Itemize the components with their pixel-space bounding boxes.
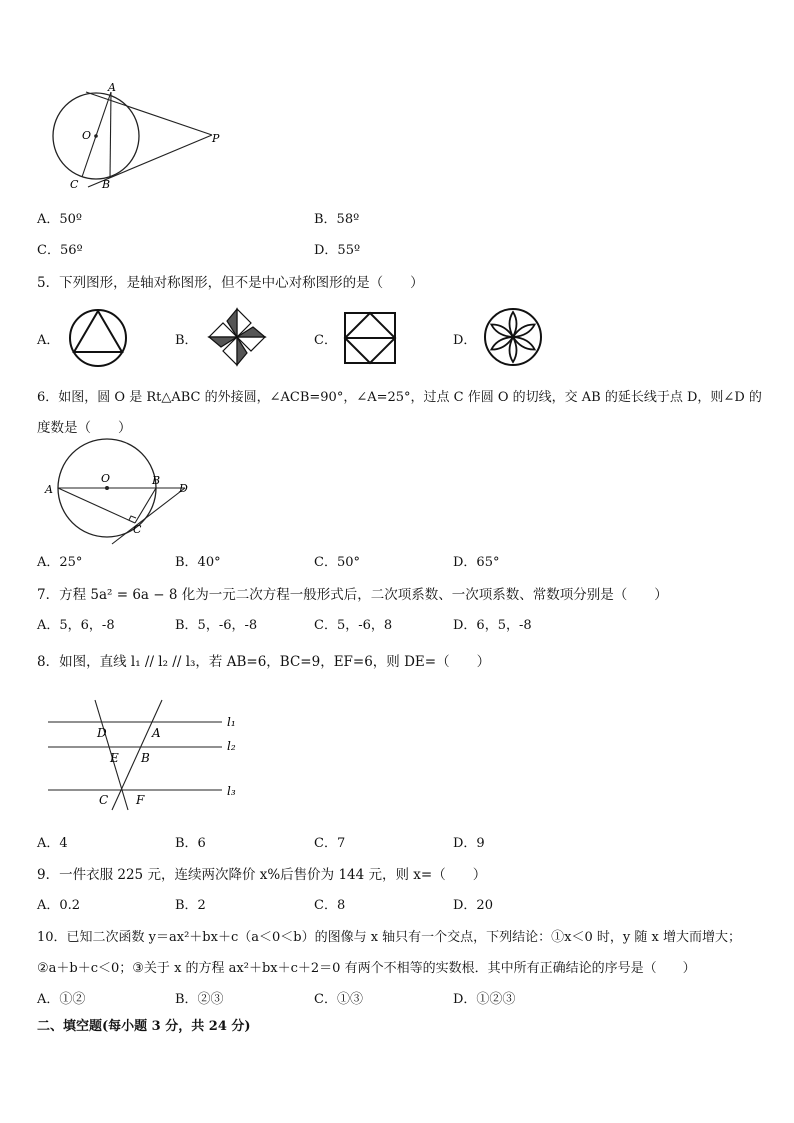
q8-stem: 8．如图，直线 l₁ // l₂ // l₃，若 AB=6，BC=9，EF=6，则 DE=（ ） <box>37 654 491 670</box>
q5-label-d: D． <box>453 333 477 348</box>
q7-option-b: B．5，-6，-8 <box>175 618 258 633</box>
q6-figure <box>40 438 200 548</box>
q8-label-F: F <box>136 793 145 807</box>
q6-label-A: A <box>45 483 53 496</box>
q6-label-B: B <box>152 474 161 487</box>
q4-option-b: B．58º <box>314 212 360 227</box>
q10-option-c: C．①③ <box>314 992 363 1007</box>
q7-option-a: A．5，6，-8 <box>37 618 115 633</box>
q5-label-a: A． <box>37 333 60 348</box>
q6-label-D: D <box>179 482 188 495</box>
q4-label-P: P <box>212 132 220 145</box>
q8-label-D: D <box>97 726 107 740</box>
q5-figure-b <box>205 305 269 369</box>
q10-stem-line1: 10．已知二次函数 y＝ax²＋bx＋c（a＜0＜b）的图像与 x 轴只有一个交点，下列结论：①x＜0 时，y 随 x 增大而增大； <box>37 930 741 945</box>
q10-stem-line2: ②a＋b＋c＜0；③关于 x 的方程 ax²＋bx＋c＋2＝0 有两个不相等的实数根．其中所有正确结论的序号是（ ） <box>37 961 696 976</box>
q8-option-b: B．6 <box>175 836 206 851</box>
q8-label-l2: l₂ <box>227 739 236 753</box>
q5-figure-d <box>482 306 544 368</box>
q6-option-a: A．25° <box>37 555 83 570</box>
q6-option-b: B．40° <box>175 555 221 570</box>
q5-figure-c <box>342 310 398 366</box>
q8-label-l3: l₃ <box>227 784 236 798</box>
q5-stem: 5．下列图形，是轴对称图形，但不是中心对称图形的是（ ） <box>37 275 424 291</box>
q4-label-A: A <box>108 81 116 94</box>
q6-option-c: C．50° <box>314 555 360 570</box>
q6-stem-line2: 度数是（ ） <box>37 420 132 436</box>
q8-label-A: A <box>152 726 161 740</box>
q8-option-c: C．7 <box>314 836 346 851</box>
section-heading: 二、填空题(每小题 3 分，共 24 分) <box>37 1019 251 1034</box>
q4-label-C: C <box>70 178 79 191</box>
q8-label-B: B <box>141 751 150 765</box>
q4-label-B: B <box>102 178 111 191</box>
q6-stem-line1: 6．如图，圆 O 是 Rt△ABC 的外接圆，∠ACB=90°，∠A=25°，过点 C 作圆 O 的切线，交 AB 的延长线于点 D，则∠D 的 <box>37 390 762 405</box>
q9-option-c: C．8 <box>314 898 346 913</box>
q8-option-a: A．4 <box>37 836 68 851</box>
q4-option-c: C．56º <box>37 243 83 258</box>
q9-option-d: D．20 <box>453 898 493 913</box>
q6-label-O: O <box>101 472 111 485</box>
q8-label-l1: l₁ <box>227 715 236 729</box>
q5-label-c: C． <box>314 333 337 348</box>
q6-option-d: D．65° <box>453 555 500 570</box>
q8-option-d: D．9 <box>453 836 485 851</box>
q5-figure-a <box>67 307 129 369</box>
q4-label-O: O <box>82 129 92 142</box>
q9-stem: 9．一件衣服 225 元，连续两次降价 x%后售价为 144 元，则 x=（ ） <box>37 867 487 883</box>
q8-label-C: C <box>99 793 109 807</box>
q9-option-b: B．2 <box>175 898 206 913</box>
q10-option-d: D．①②③ <box>453 992 516 1007</box>
q4-option-a: A．50º <box>37 212 83 227</box>
q7-option-d: D．6，5，-8 <box>453 618 532 633</box>
q8-label-E: E <box>110 751 119 765</box>
q4-figure <box>40 80 240 195</box>
q7-stem: 7．方程 5a² = 6a − 8 化为一元二次方程一般形式后，二次项系数、一次项系数、常数项分别是（ ） <box>37 587 668 603</box>
q4-option-d: D．55º <box>314 243 361 258</box>
q5-label-b: B． <box>175 333 198 348</box>
q9-option-a: A．0.2 <box>37 898 81 913</box>
q7-option-c: C．5，-6，8 <box>314 618 393 633</box>
q8-figure <box>40 698 260 813</box>
q10-option-a: A．①② <box>37 992 86 1007</box>
q10-option-b: B．②③ <box>175 992 224 1007</box>
q6-label-C: C <box>133 523 142 536</box>
